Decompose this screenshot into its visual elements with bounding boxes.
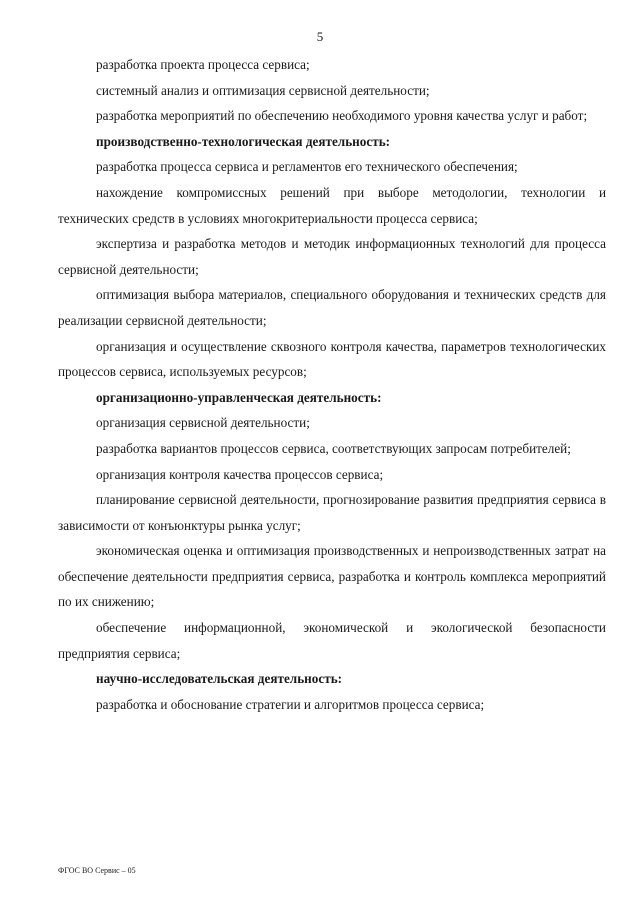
list-paragraph: организация сервисной деятельности; [96, 415, 310, 431]
section-heading: организационно-управленческая деятельность: [96, 389, 382, 405]
list-paragraph: организация и осуществление сквозного контроля качества, параметров технологических процессов сервиса, используемых ресурсов; [58, 338, 606, 380]
list-paragraph: планирование сервисной деятельности, прогнозирование развития предприятия сервиса в зависимости от конъюнктуры рынка услуг; [58, 492, 606, 533]
list-paragraph: разработка и обоснование стратегии и алгоритмов процесса сервиса; [96, 696, 485, 712]
list-paragraph: экспертиза и разработка методов и методик информационных технологий для процесса сервисной деятельности; [58, 236, 606, 277]
list-paragraph: системный анализ и оптимизация сервисной деятельности; [96, 82, 430, 98]
list-paragraph: обеспечение информационной, экономической и экологической безопасности предприятия сервиса; [58, 620, 606, 661]
list-paragraph: организация контроля качества процессов сервиса; [96, 466, 384, 482]
section-heading: научно-исследовательская деятельность: [96, 671, 343, 687]
list-paragraph: нахождение компромиссных решений при выборе методологии, технологии и технических средств в условиях многокритериальности процесса сервиса; [58, 184, 606, 226]
document-body [58, 52, 606, 717]
list-paragraph: разработка мероприятий по обеспечению необходимого уровня качества услуг и работ; [96, 108, 588, 124]
list-paragraph: разработка процесса сервиса и регламентов его технического обеспечения; [96, 159, 518, 175]
list-paragraph: экономическая оценка и оптимизация производственных и непроизводственных затрат на обеспечение деятельности предприятия сервиса, разработка и контроль комплекса мероприятий по их снижению; [58, 543, 606, 610]
list-paragraph: разработка проекта процесса сервиса; [96, 57, 310, 72]
section-heading: производственно-технологическая деятельность: [96, 133, 391, 149]
footer-label: ФГОС ВО Сервис – 05 [58, 866, 136, 875]
list-paragraph: разработка вариантов процессов сервиса, соответствующих запросам потребителей; [96, 440, 571, 456]
page-number: 5 [316, 29, 324, 44]
list-paragraph: оптимизация выбора материалов, специального оборудования и технических средств для реализации сервисной деятельности; [58, 287, 606, 328]
